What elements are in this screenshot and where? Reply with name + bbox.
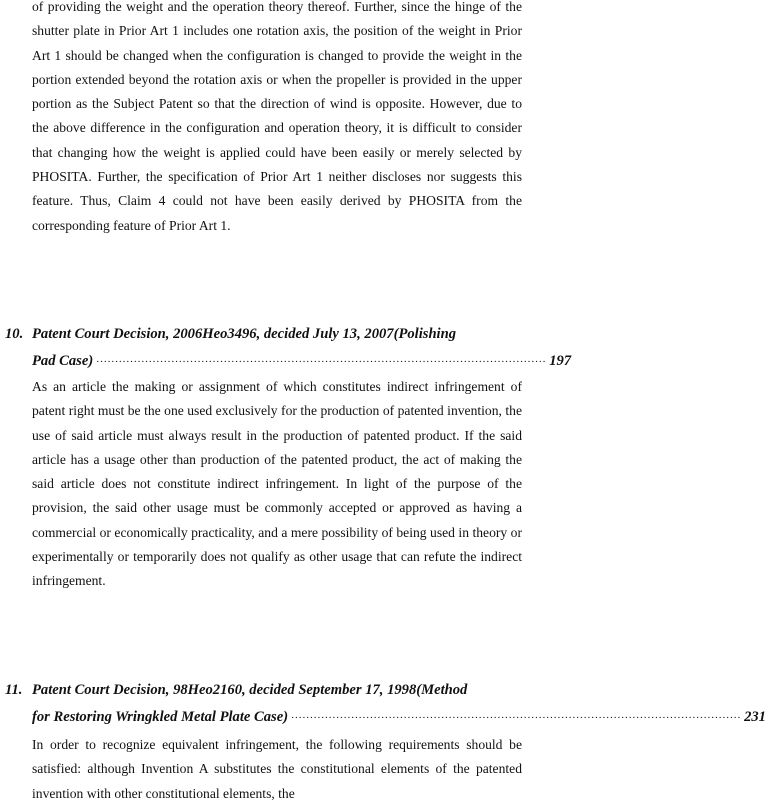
entry-title-continued: Pad Case) xyxy=(32,353,94,369)
entry-11-summary: In order to recognize equivalent infringement, the following requirements should be satisfied: although Invention A substitutes the constitutional elements of the patented invention with other constitutional elements, the xyxy=(32,737,522,801)
leader-dots: ························································································································ xyxy=(291,712,742,724)
entry-title: Patent Court Decision, 98Heo2160, decided September 17, 1998(Method xyxy=(32,682,468,698)
entry-10-heading xyxy=(5,321,572,376)
intro-paragraph: of providing the weight and the operation theory thereof. Further, since the hinge of the shutter plate in Prior Art 1 includes one rotation axis, the position of the weight in Prior Art 1 should be changed when the configuration is changed to provide the weight in the portion extended beyond the rotation axis or when the propeller is provided in the upper portion as the Subject Patent so that the direction of wind is opposite. However, due to the above difference in the configuration and operation theory, it is difficult to consider that changing how the weight is applied could have been easily or merely selected by PHOSITA. Further, the specification of Prior Art 1 neither discloses nor suggests this feature. Thus, Claim 4 could not have been easily derived by PHOSITA from the corresponding feature of Prior Art 1. xyxy=(32,0,522,233)
entry-page-number: 231 xyxy=(744,709,766,725)
entry-title: Patent Court Decision, 2006Heo3496, decided July 13, 2007(Polishing xyxy=(32,326,457,342)
entry-page-number: 197 xyxy=(549,353,572,369)
entry-11-heading xyxy=(5,677,766,732)
entry-title-continued: for Restoring Wringkled Metal Plate Case) xyxy=(32,709,289,725)
entry-10-summary: As an article the making or assignment of which constitutes indirect infringement of patent right must be the one used exclusively for the production of patented invention, the use of said article must always result in the production of patented product. If the said article has a usage other than production of the patented product, the act of making the said article does not constitute indirect infringement. In light of the purpose of the provision, the said other usage must be commonly accepted or approved as having a commercial or economically practicality, and a mere possibility of being used in theory or experimentally or temporarily does not qualify as other usage that can refute the indirect infringement. xyxy=(32,379,522,589)
entry-number: 10. xyxy=(5,326,24,342)
leader-dots: ························································································································ xyxy=(96,356,547,368)
entry-number: 11. xyxy=(5,682,23,698)
